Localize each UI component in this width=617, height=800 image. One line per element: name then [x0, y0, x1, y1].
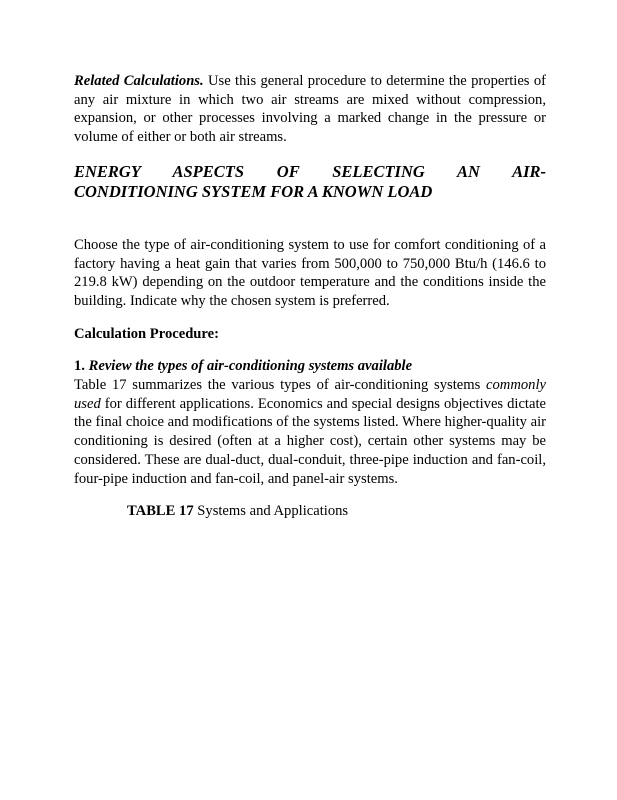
step-1-paragraph	[74, 376, 546, 488]
related-calculations-text: Use this general procedure to determine the properties of any air mixture in which two air streams are mixed without compression, expansion, or other processes involving a marked change in the pressure or volume of either or both air streams.	[74, 73, 547, 146]
step-1-text-emphasis: commonly used	[74, 377, 546, 412]
section-heading-line1: ENERGY ASPECTS OF SELECTING AN AIR-	[74, 161, 546, 181]
section-heading-line2: CONDITIONING SYSTEM FOR A KNOWN LOAD	[74, 182, 433, 202]
related-calculations-paragraph	[74, 72, 546, 147]
related-calculations-lead: Related Calculations.	[74, 73, 204, 89]
step-1-title	[74, 357, 546, 376]
document-page	[74, 72, 546, 521]
table-caption-text: Systems and Applications	[193, 503, 349, 520]
problem-statement: Choose the type of air-conditioning system to use for comfort conditioning of a factory having a heat gain that varies from 500,000 to 750,000 Btu/h (146.6 to 219.8 kW) depending on the outdoor temperature and the conditions inside the building. Indicate why the chosen system is preferred.	[74, 236, 546, 309]
step-1-text-before: Table 17 summarizes the various types of air-conditioning systems	[74, 377, 487, 394]
section-heading	[74, 162, 546, 203]
table-caption-label: TABLE 17	[127, 503, 194, 520]
step-1-text-after: for different applications. Economics and special designs objectives dictate the final choice and modifications of the systems listed. Where higher-quality air conditioning is desired (often at a higher cost), certain other systems may be considered. These are dual-duct, dual-conduit, three-pipe induction and fan-coil, four-pipe induction and fan-coil, and panel-air systems.	[74, 395, 546, 487]
calculation-procedure-title: Calculation Procedure:	[74, 325, 219, 342]
step-1-number: 1.	[74, 358, 85, 375]
table-caption	[74, 502, 546, 521]
step-1-title-text: Review the types of air-conditioning systems available	[84, 358, 413, 375]
